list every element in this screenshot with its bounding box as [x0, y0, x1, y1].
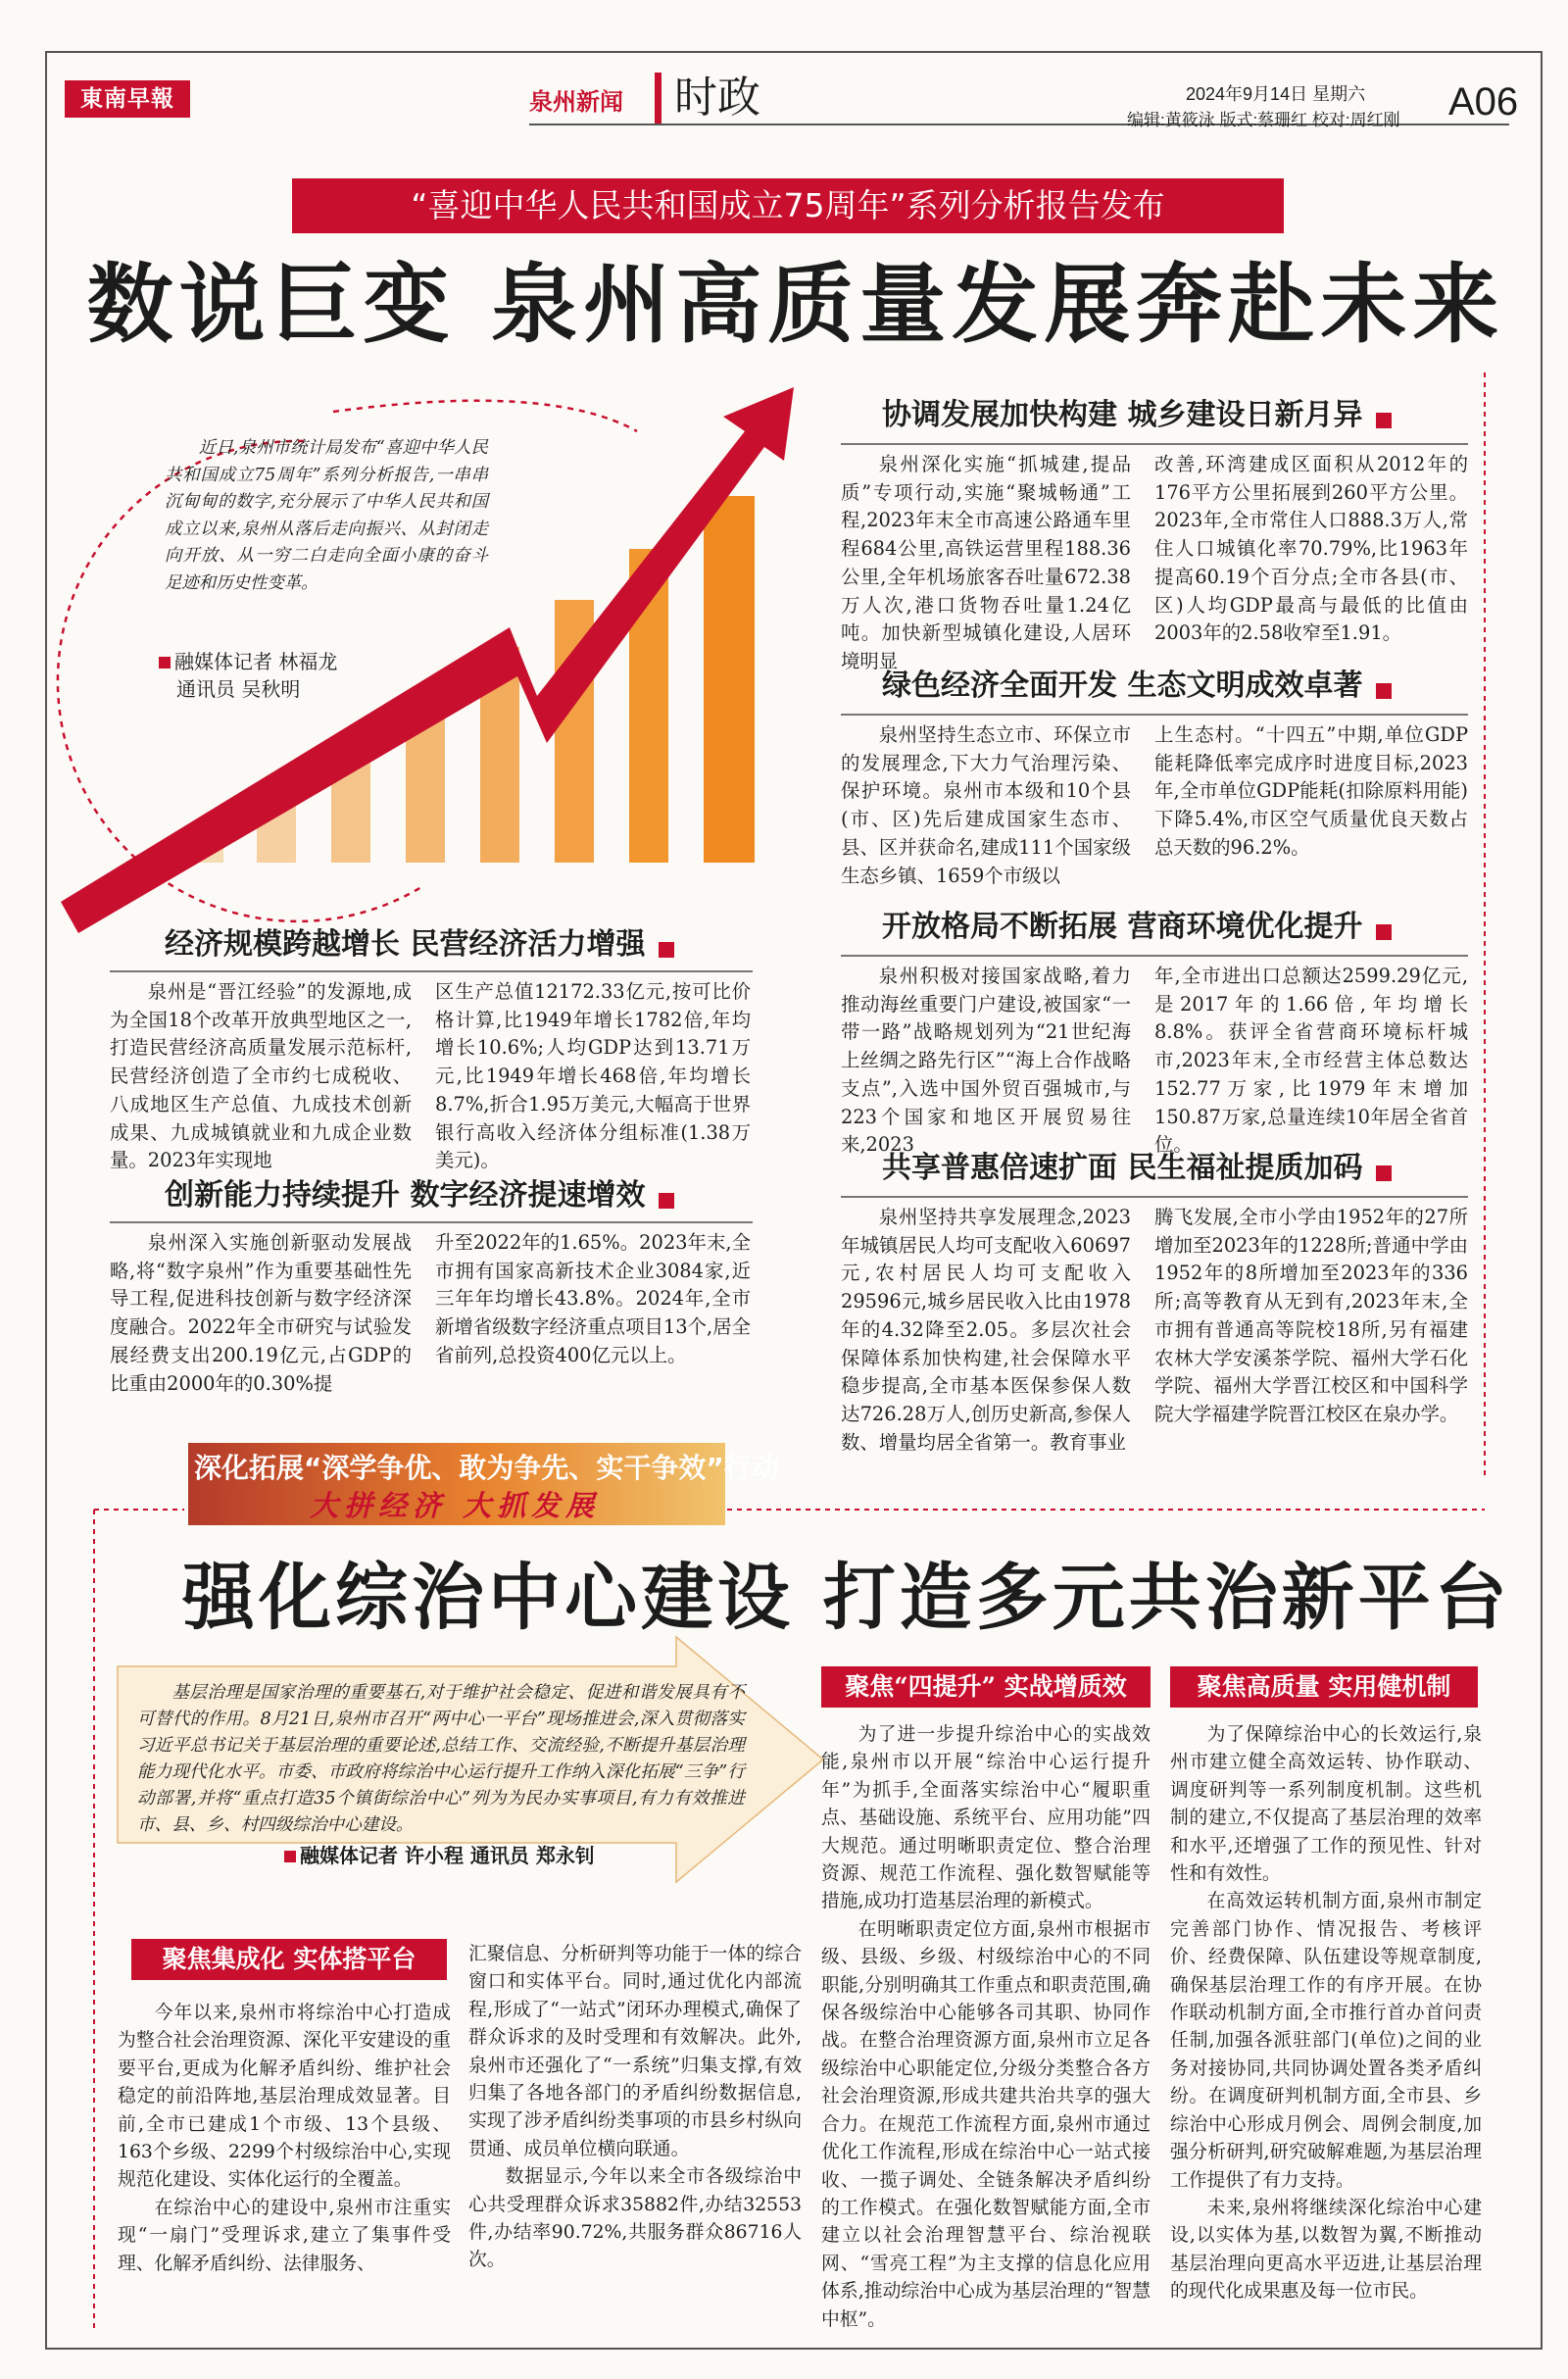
sharing-col1: 泉州坚持共享发展理念,2023年城镇居民人均可支配收入60697元,农村居民人均可支配收入29596元,城乡居民收入比由1978年的4.32降至2.05。多层次社会保障体系加快构建,社会保障水平稳步提高,全市基本医保参保人数达726.28万人,创历史新高,参保人数、增量均居全省第一。教育事业 — [841, 1206, 1131, 1454]
economy-col2: 区生产总值12172.33亿元,按可比价格计算,比1949年增长1782倍,年均增长10.6%;人均GDP达到13.71万元,比1949年增长468倍,年均增长8.7%,折合1.95万美元,大幅高于世界银行高收入经济体分组标准(1.38万美元)。 — [435, 980, 751, 1172]
article1-title: 数说巨变 泉州高质量发展奔赴未来 — [86, 253, 1505, 355]
coordination-col1: 泉州深化实施“抓城建,提品质”专项行动,实施“聚城畅通”工程,2023年末全市高速公路通车里程684公里,高铁运营里程188.36公里,全年机场旅客吞吐量672.38万人次,港口货物吞吐量1.24亿吨。加快新型城镇化建设,人居环境明显 — [841, 453, 1131, 672]
subhead-innovation: 创新能力持续提升 数字经济提速增效 — [165, 1176, 674, 1215]
subhead-mechanism-tag: 聚焦高质量 实用健机制 — [1170, 1666, 1478, 1708]
innovation-col2: 升至2022年的1.65%。2023年末,全市拥有国家高新技术企业3084家,近三年年均增长43.8%。2024年,全市新增省级数字经济重点项目13个,居全省前列,总投资400亿元以上。 — [435, 1231, 751, 1366]
article2-col1: 今年以来,泉州市将综治中心打造成为整合社会治理资源、深化平安建设的重要平台,更成为化解矛盾纠纷、维护社会稳定的前沿阵地,基层治理成效显著。目前,全市已建成1个市级、13个县级、163个乡级、2299个村级综治中心,实现规范化建设、实体化运行的全覆盖。 在综治中心的建设中,泉州市注重实现“一扇门”受理诉求,建立了集事件受理、化解矛盾纠纷、法律服务、 — [118, 2003, 451, 2274]
section-subname: 时政 — [674, 73, 760, 123]
green-col1: 泉州坚持生态立市、环保立市的发展理念,下大力气治理污染、保护环境。泉州市本级和10个县(市、区)先后建成国家生态市、县、区并获命名,建成111个国家级生态乡镇、1659个市级以 — [841, 723, 1131, 887]
coordination-col2: 改善,环湾建成区面积从2012年的176平方公里拓展到260平方公里。2023年,全市常住人口888.3万人,常住人口城镇化率70.79%,比1963年提高60.19个百分点;全市各县(市、区)人均GDP最高与最低的比值由2003年的2.58收窄至1.91。 — [1154, 453, 1468, 645]
article2-col2: 汇聚信息、分析研判等功能于一体的综合窗口和实体平台。同时,通过优化内部流程,形成了“一站式”闭环办理模式,确保了群众诉求的及时受理和有效解决。此外,泉州市还强化了“一系统”归集支撑,有效归集了各地各部门的矛盾纠纷数据信息,实现了涉矛盾纠纷类事项的市县乡村纵向贯通、成员单位横向联通。 数据显示,今年以来全市各级综治中心共受理群众诉求35882件,办结32553件,办结率90.72%,共服务群众86716人次。 — [468, 1944, 802, 2271]
innovation-col1: 泉州深入实施创新驱动发展战略,将“数字泉州”作为重要基础性先导工程,促进科技创新与数字经济深度融合。2022年全市研究与试验发展经费支出200.19亿元,占GDP的比重由2000年的0.30%提 — [110, 1231, 412, 1395]
opening-col2: 年,全市进出口总额达2599.29亿元,是2017年的1.66倍,年均增长8.8%。获评全省营商环境标杆城市,2023年末,全市经营主体总数达152.77万家,比1979年末增加150.87万家,总量连续10年居全省首位。 — [1154, 965, 1468, 1157]
article2-col3: 为了进一步提升综治中心的实战效能,泉州市以开展“综治中心运行提升年”为抓手,全面落实综治中心“履职重点、基础设施、系统平台、应用功能”四大规范。通过明晰职责定位、整合治理资源、规范工作流程、强化数智赋能等措施,成功打造基层治理的新模式。 在明晰职责定位方面,泉州市根据市级、县级、乡级、村级综治中心的不同职能,分别明确其工作重点和职责范围,确保各级综治中心能够各司其职、协同作战。在整合治理资源方面,泉州市立足各级综治中心职能定位,分级分类整合各方社会治理资源,形成共建共治共享的强大合力。在规范工作流程方面,泉州市通过优化工作流程,形成在综治中心一站式接收、一揽子调处、全链条解决矛盾纠纷的工作模式。在强化数智赋能方面,全市建立以社会治理智慧平台、综治视联网、“雪亮工程”为主支撑的信息化应用体系,推动综治中心成为基层治理的“智慧中枢”。 — [821, 1724, 1151, 2330]
article1-kicker: “喜迎中华人民共和国成立75周年”系列分析报告发布 — [292, 178, 1284, 233]
article1-intro: 近日,泉州市统计局发布“喜迎中华人民共和国成立75周年”系列分析报告,一串串沉甸甸的数字,充分展示了中华人民共和国成立以来,泉州从落后走向振兴、从封闭走向开放、从一穷二白走向全面小康的奋斗足迹和历史性变革。 — [165, 438, 488, 593]
subhead-coordination: 协调发展加快构建 城乡建设日新月异 — [882, 396, 1392, 435]
issue-date: 2024年9月14日 星期六 — [1186, 84, 1366, 104]
campaign-banner-line2: 大拼经济 大抓发展 — [310, 1489, 601, 1522]
byline-square-icon — [284, 1851, 296, 1862]
page-number: A06 — [1448, 80, 1519, 124]
article2-title: 强化综治中心建设 打造多元共治新平台 — [182, 1556, 1511, 1640]
subhead-green: 绿色经济全面开发 生态文明成效卓著 — [882, 667, 1392, 706]
subhead-integration-tag: 聚焦集成化 实体搭平台 — [131, 1939, 447, 1980]
sharing-col2: 腾飞发展,全市小学由1952年的27所增加至2023年的1228所;普通中学由1952年的8所增加至2023年的336所;高等教育从无到有,2023年末,全市拥有普通高等院校18所,另有福建农林大学安溪茶学院、福州大学石化学院、福州大学晋江校区和中国科学院大学福建学院晋江校区在泉办学。 — [1154, 1206, 1468, 1425]
economy-col1: 泉州是“晋江经验”的发源地,成为全国18个改革开放典型地区之一,打造民营经济高质量发展示范标杆,民营经济创造了全市约七成税收、八成地区生产总值、九成技术创新成果、九成城镇就业和九成企业数量。2023年实现地 — [110, 980, 412, 1172]
campaign-banner-line1: 深化拓展“深学争优、敢为争先、实干争效”行动 — [194, 1452, 779, 1484]
subhead-economy: 经济规模跨越增长 民营经济活力增强 — [165, 925, 674, 965]
masthead-logo: 東南早報 — [65, 80, 190, 118]
subhead-sharing: 共享普惠倍速扩面 民生福祉提质加码 — [882, 1149, 1392, 1188]
subhead-four-upgrades-tag: 聚焦“四提升” 实战增质效 — [821, 1666, 1151, 1708]
article2-byline: 融媒体记者 许小程 通讯员 郑永钊 — [284, 1841, 595, 1870]
green-col2: 上生态村。“十四五”中期,单位GDP能耗降低率完成序时进度目标,2023年,全市单位GDP能耗(扣除原料用能)下降5.4%,市区空气质量优良天数占总天数的96.2%。 — [1154, 723, 1468, 859]
editors-credit: 编辑:黄筱泳 版式:蔡珊红 校对:周红刚 — [1127, 111, 1400, 129]
article1-byline-correspondent: 通讯员 吴秋明 — [176, 677, 301, 701]
section-name: 泉州新闻 — [529, 87, 623, 116]
subhead-opening: 开放格局不断拓展 营商环境优化提升 — [882, 908, 1392, 947]
opening-col1: 泉州积极对接国家战略,着力推动海丝重要门户建设,被国家“一带一路”战略规划列为“21世纪海上丝绸之路先行区”“海上合作战略支点”,入选中国外贸百强城市,与223个国家和地区开展贸易往来,2023 — [841, 965, 1131, 1157]
article2-intro: 基层治理是国家治理的重要基石,对于维护社会稳定、促进和谐发展具有不可替代的作用。8月21日,泉州市召开“两中心一平台”现场推进会,深入贯彻落实习近平总书记关于基层治理的重要论述,总结工作、交流经验,不断提升基层治理能力现代化水平。市委、市政府将综治中心运行提升工作纳入深化拓展“三争”行动部署,并将“重点打造35个镇街综治中心”列为为民办实事项目,有力有效推进市、县、乡、村四级综治中心建设。 — [137, 1683, 745, 1835]
article1-byline-reporter: 融媒体记者 林福龙 — [159, 647, 337, 676]
article2-col4: 为了保障综治中心的长效运行,泉州市建立健全高效运转、协作联动、调度研判等一系列制度机制。这些机制的建立,不仅提高了基层治理的效率和水平,还增强了工作的预见性、针对性和有效性。 在高效运转机制方面,泉州市制定完善部门协作、情况报告、考核评价、经费保障、队伍建设等规章制度,确保基层治理工作的有序开展。在协作联动机制方面,全市推行首办首问责任制,加强各派驻部门(单位)之间的业务对接协同,共同协调处置各类矛盾纠纷。在调度研判机制方面,全市县、乡综治中心形成月例会、周例会制度,加强分析研判,研究破解难题,为基层治理工作提供了有力支持。 未来,泉州将继续深化综治中心建设,以实体为基,以数智为翼,不断推动基层治理向更高水平迈进,让基层治理的现代化成果惠及每一位市民。 — [1170, 1724, 1482, 2303]
